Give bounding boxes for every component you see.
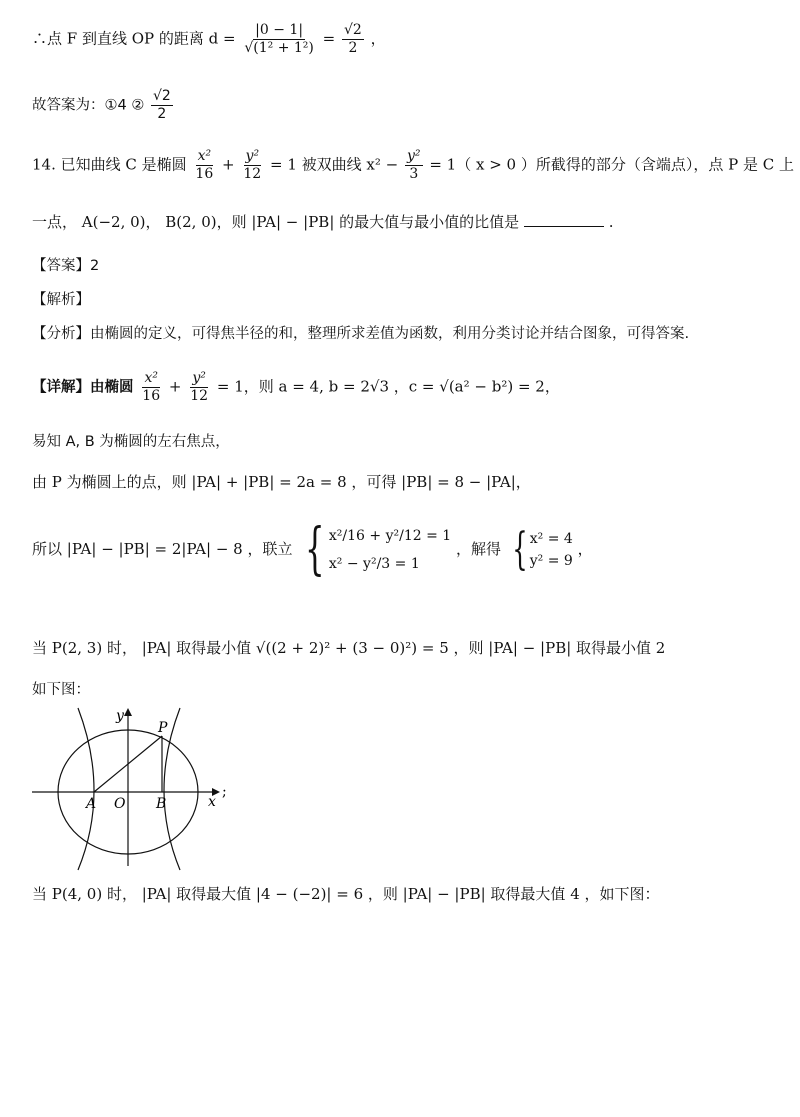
solution-brace: [506, 524, 573, 575]
prev-answer-prefix: 故答案为：①4 ②: [32, 97, 145, 114]
prev-answer-numerator: √2: [152, 88, 171, 104]
detail-12: 12: [190, 388, 209, 404]
analysis-text: 【分析】由椭圆的定义，可得焦半径的和，整理所求差值为函数，利用分类讨论并结合图象，可得答案.: [32, 326, 690, 342]
q14-x2: x²: [197, 148, 212, 164]
detail-y-term: [188, 370, 210, 405]
comma: ，: [370, 29, 386, 48]
semicolon-mark: ;: [222, 784, 227, 800]
system-eq-ellipse: x²/16 + y²/12 = 1: [328, 528, 452, 544]
detail-y2: y²: [192, 370, 206, 386]
plus-sign: +: [222, 155, 235, 174]
q14-hy2: y²: [407, 148, 421, 164]
detail-line: [32, 370, 560, 405]
A-label: A: [86, 796, 97, 812]
system-intro: 所以 |PA| − |PB| = 2|PA| − 8 ，联立: [32, 540, 293, 558]
sum-line: 由 P 为椭圆上的点，则 |PA| + |PB| = 2a = 8 ，可得 |PB| = 8 − |PA|，: [32, 473, 531, 491]
P-label: P: [158, 720, 168, 736]
distance-numerator: |0 − 1|: [255, 22, 304, 38]
q14-question: 一点， A(−2, 0)， B(2, 0)，则 |PA| − |PB| 的最大值与最小值的比值是: [32, 213, 520, 231]
question-14-line2: [32, 212, 613, 232]
system-equations: [329, 522, 451, 578]
prev-answer-line: [32, 88, 175, 123]
result-numerator: √2: [344, 22, 362, 38]
focus-line: 易知 A, B 为椭圆的左右焦点，: [32, 434, 230, 450]
q14-16: 16: [195, 166, 214, 182]
maximum-line: 当 P(4, 0) 时， |PA| 取得最大值 |4 − (−2)| = 6 ，则 |PA| − |PB| 取得最大值 4 ，如下图：: [32, 885, 660, 903]
equals-sign: =: [322, 29, 336, 48]
analysis-heading: 【解析】: [32, 292, 90, 308]
distance-denominator: √(1² + 1²): [244, 40, 314, 56]
result-denominator: 2: [348, 40, 358, 56]
system-line: [32, 517, 593, 582]
question-14-line1: [32, 148, 794, 183]
y-axis-arrow-icon: [124, 708, 132, 716]
distance-line: [32, 22, 386, 57]
ellipse-hyperbola-figure: [32, 700, 252, 872]
q14-tail: = 1（ x > 0 ）所截得的部分（含端点），点 P 是 C 上: [429, 155, 794, 174]
solution-y2: y² = 9: [529, 553, 573, 569]
system-brace: [297, 517, 452, 582]
comma: ，: [577, 540, 593, 558]
distance-prefix: ∴点 F 到直线 OP 的距离 d =: [32, 29, 236, 48]
answer-line: 【答案】2: [32, 258, 100, 274]
q14-3: 3: [409, 166, 419, 182]
solution-equations: [530, 528, 573, 572]
q14-12: 12: [243, 166, 262, 182]
answer-blank: [524, 212, 604, 227]
system-eq-hyperbola: x² − y²/3 = 1: [328, 556, 420, 572]
q14-hyperbola-text: = 1 被双曲线 x² −: [270, 155, 399, 174]
q14-intro: 14. 已知曲线 C 是椭圆: [32, 155, 187, 174]
detail-x2: x²: [144, 370, 158, 386]
detail-intro: 【详解】由椭圆: [32, 379, 134, 396]
B-label: B: [156, 796, 167, 812]
x-label: x: [208, 794, 216, 810]
detail-plus: +: [168, 377, 182, 396]
O-label: O: [114, 796, 126, 812]
period: .: [608, 213, 614, 231]
as-figure-label: 如下图：: [32, 682, 90, 698]
y-label: y: [116, 708, 124, 724]
left-brace-icon: {: [305, 517, 325, 582]
q14-ellipse-x-term: [193, 148, 215, 183]
left-brace-icon: {: [512, 524, 528, 575]
detail-16: 16: [142, 388, 161, 404]
solution-x2: x² = 4: [529, 531, 573, 547]
q14-hyperbola-y-term: [405, 148, 423, 183]
q14-y2: y²: [245, 148, 260, 164]
distance-fraction: [242, 22, 316, 57]
detail-values: = 1，则 a = 4, b = 2√3 ，c = √(a² − b²) = 2，: [216, 377, 560, 396]
prev-answer-fraction: [151, 88, 173, 123]
minimum-line: 当 P(2, 3) 时， |PA| 取得最小值 √((2 + 2)² + (3 − 0)²) = 5 ，则 |PA| − |PB| 取得最小值 2: [32, 639, 666, 657]
solve-text: ，解得: [455, 540, 501, 558]
prev-answer-denominator: 2: [157, 106, 167, 122]
q14-ellipse-y-term: [241, 148, 263, 183]
distance-result-fraction: [342, 22, 364, 57]
detail-x-term: [140, 370, 162, 405]
